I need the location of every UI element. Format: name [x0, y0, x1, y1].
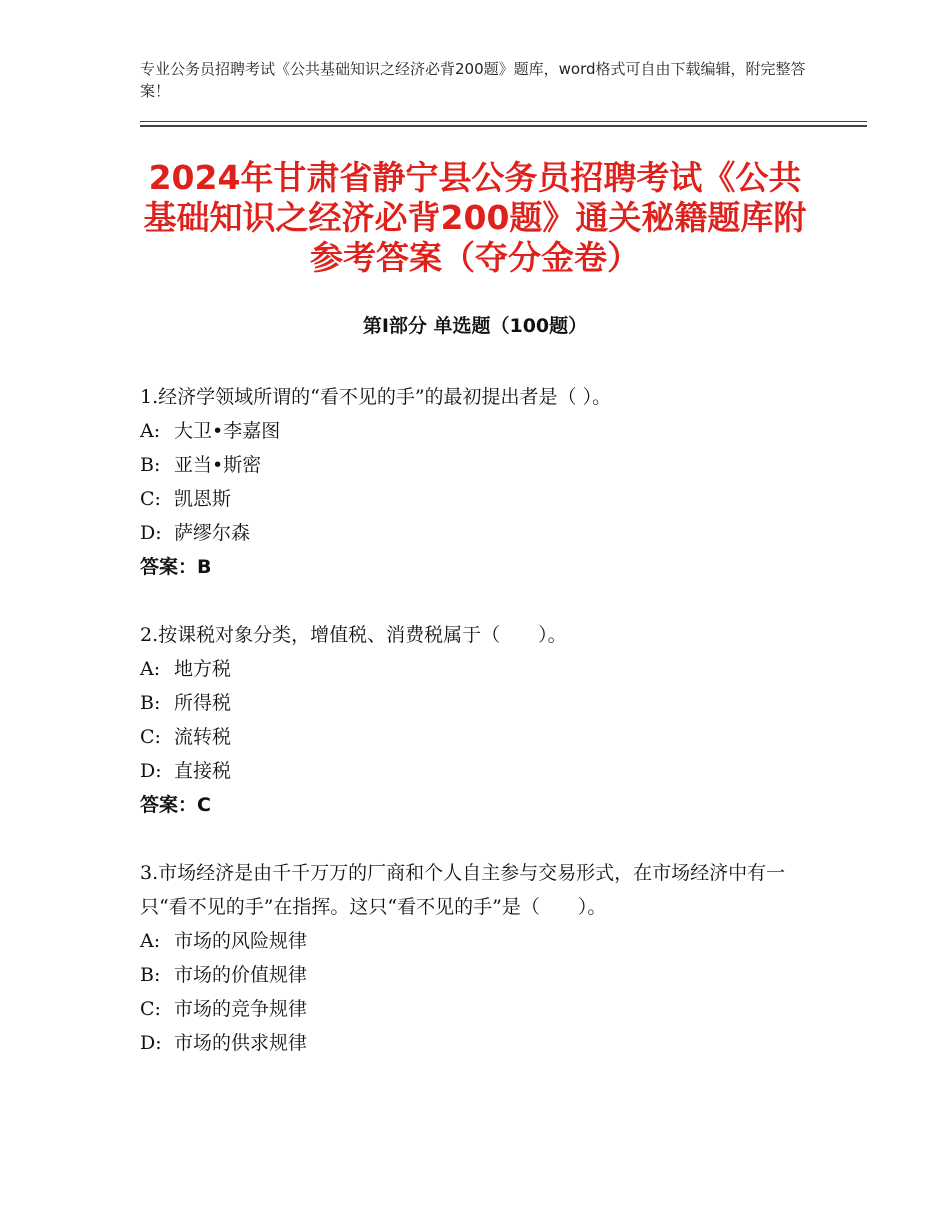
question-3	[140, 856, 820, 1060]
option-letter: A:	[140, 420, 161, 442]
header-divider-thick	[140, 125, 867, 127]
option-d	[140, 754, 820, 788]
option-text: 凯恩斯	[174, 488, 232, 510]
header-note: 专业公务员招聘考试《公共基础知识之经济必背200题》题库，word格式可自由下载编辑，附完整答案！	[140, 60, 806, 100]
option-letter: C:	[140, 726, 161, 748]
answer-label: 答案：B	[140, 556, 212, 578]
option-text: 萨缪尔森	[174, 522, 251, 544]
option-text: 流转税	[174, 726, 232, 748]
question-2	[140, 618, 820, 822]
option-letter: C:	[140, 488, 161, 510]
question-stem: 3.市场经济是由千千万万的厂商和个人自主参与交易形式，在市场经济中有一只“看不见的手”在指挥。这只“看不见的手”是（ ）。	[140, 862, 786, 918]
option-b	[140, 958, 820, 992]
option-c	[140, 482, 820, 516]
option-b	[140, 686, 820, 720]
answer-label: 答案：C	[140, 794, 211, 816]
option-text: 市场的供求规律	[174, 1032, 308, 1054]
option-d	[140, 516, 820, 550]
question-stem: 2.按课税对象分类，增值税、消费税属于（ ）。	[140, 624, 567, 646]
document-title: 2024年甘肃省静宁县公务员招聘考试《公共基础知识之经济必背200题》通关秘籍题库附参考答案（夺分金卷）	[143, 158, 807, 277]
option-text: 大卫•李嘉图	[174, 420, 281, 442]
option-a	[140, 652, 820, 686]
option-d	[140, 1026, 820, 1060]
option-letter: D:	[140, 760, 162, 782]
question-1	[140, 380, 820, 584]
option-text: 所得税	[174, 692, 232, 714]
option-letter: B:	[140, 692, 161, 714]
option-letter: B:	[140, 964, 161, 986]
option-c	[140, 992, 820, 1026]
option-letter: A:	[140, 930, 161, 952]
option-letter: D:	[140, 1032, 162, 1054]
section-title: 第Ⅰ部分 单选题（100题）	[362, 315, 588, 337]
option-letter: C:	[140, 998, 161, 1020]
question-list	[140, 380, 820, 1094]
option-letter: B:	[140, 454, 161, 476]
option-text: 市场的风险规律	[174, 930, 308, 952]
option-letter: D:	[140, 522, 162, 544]
option-b	[140, 448, 820, 482]
option-text: 地方税	[174, 658, 232, 680]
option-a	[140, 414, 820, 448]
option-letter: A:	[140, 658, 161, 680]
question-stem: 1.经济学领域所谓的“看不见的手”的最初提出者是（ ）。	[140, 386, 612, 408]
option-text: 直接税	[174, 760, 232, 782]
option-a	[140, 924, 820, 958]
option-c	[140, 720, 820, 754]
header-divider-thin	[140, 121, 867, 122]
option-text: 亚当•斯密	[174, 454, 262, 476]
option-text: 市场的竞争规律	[174, 998, 308, 1020]
option-text: 市场的价值规律	[174, 964, 308, 986]
